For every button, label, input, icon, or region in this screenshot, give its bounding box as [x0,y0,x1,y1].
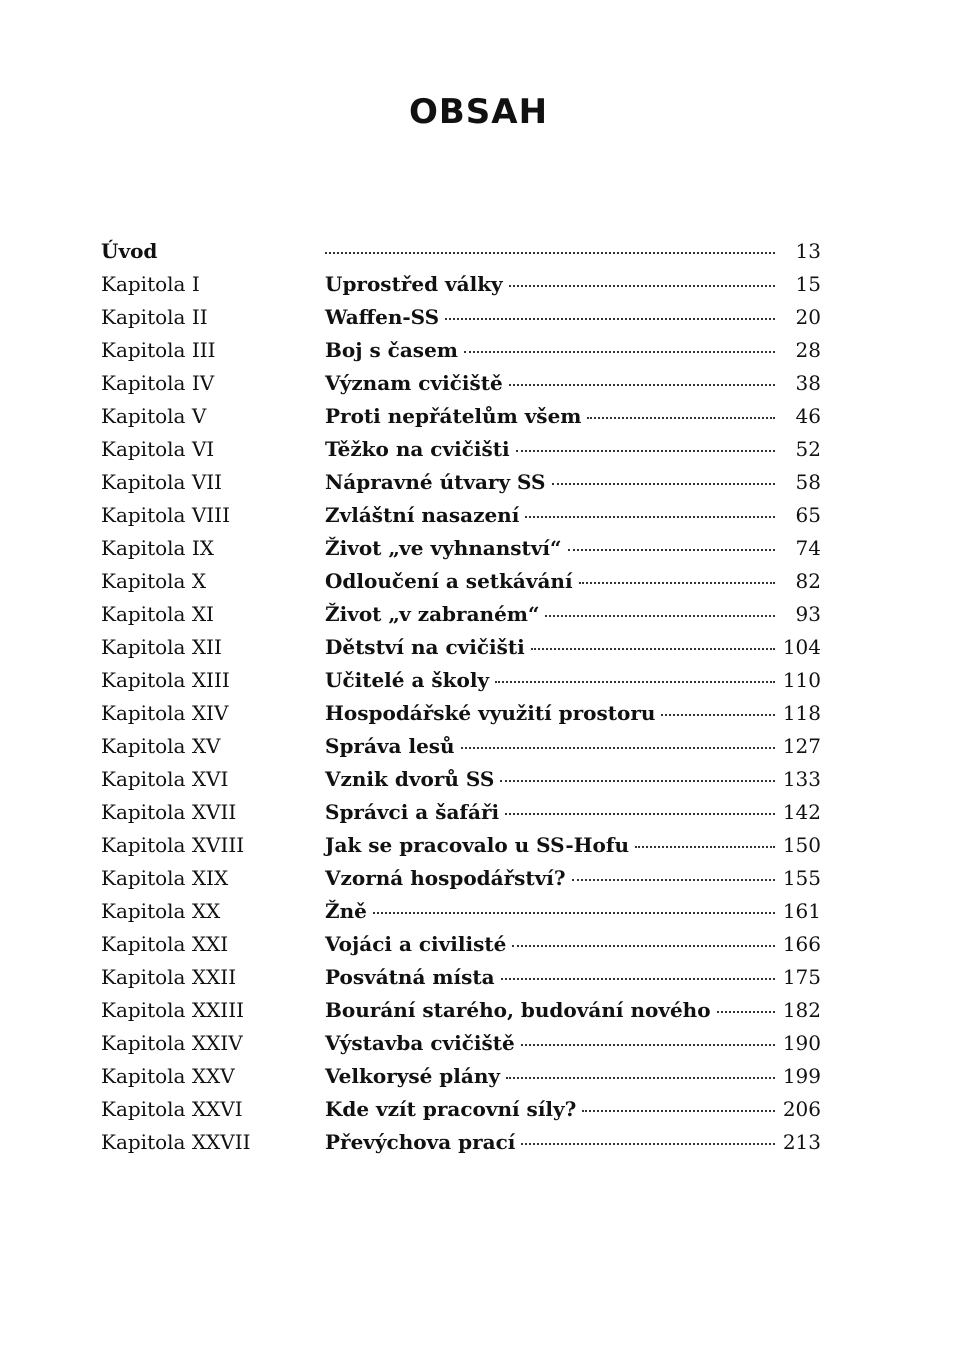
toc-entry-title-cell [325,730,775,763]
toc-entry-page-number: 133 [782,767,821,791]
toc-entry-title-cell [325,763,775,796]
page-title: OBSAH [408,92,549,132]
toc-entry-title: Správci a šafáři [325,800,500,824]
toc-entry-label: Kapitola XI [101,602,214,626]
dot-leader [505,812,775,815]
toc-entry-title-cell [325,532,775,565]
dot-leader [445,317,775,320]
toc-entry[interactable] [101,994,821,1027]
toc-entry-page-number: 206 [782,1097,821,1121]
toc-entry-page-number: 82 [795,569,821,593]
toc-entry-label: Kapitola XXVII [101,1130,251,1154]
toc-entry[interactable] [101,268,821,301]
toc-entry-label: Kapitola XVI [101,767,229,791]
toc-entry-title: Velkorysé plány [325,1064,501,1088]
toc-entry-label: Kapitola VII [101,470,223,494]
toc-entry-label: Kapitola XXIII [101,998,244,1022]
toc-entry-title: Jak se pracovalo u SS-Hofu [325,833,630,857]
toc-entry-title-cell [325,400,775,433]
dot-leader [521,1142,775,1145]
toc-entry-title: Výstavba cvičiště [325,1031,515,1055]
toc-entry-label: Kapitola XIV [101,701,229,725]
dot-leader [509,284,775,287]
toc-entry-title: Převýchova prací [325,1130,516,1154]
toc-entry-page-number: 182 [782,998,821,1022]
toc-entry-label: Kapitola IV [101,371,215,395]
toc-entry-label: Kapitola VI [101,437,215,461]
toc-entry[interactable] [101,565,821,598]
toc-entry-page-number: 20 [795,305,821,329]
toc-entry-title: Žně [325,899,367,923]
toc-entry[interactable] [101,631,821,664]
dot-leader [521,1043,775,1046]
toc-entry[interactable] [101,1027,821,1060]
toc-entry[interactable] [101,862,821,895]
dot-leader [500,779,775,782]
toc-entry-title: Správa lesů [325,734,455,758]
dot-leader [545,614,775,617]
dot-leader [512,944,775,947]
toc-entry[interactable] [101,235,821,268]
dot-leader [501,977,775,980]
toc-entry-title-cell [325,499,775,532]
toc-entry-title: Dětství na cvičišti [325,635,525,659]
toc-entry-title: Waffen-SS [325,305,440,329]
toc-entry[interactable] [101,400,821,433]
dot-leader [552,482,776,485]
toc-entry-label: Kapitola XIII [101,668,230,692]
toc-entry-title-cell [325,1126,775,1159]
dot-leader [506,1076,775,1079]
toc-entry-label: Kapitola X [101,569,207,593]
dot-leader [587,416,775,419]
toc-entry[interactable] [101,763,821,796]
toc-entry-label: Kapitola XV [101,734,221,758]
dot-leader [582,1109,775,1112]
toc-entry-page-number: 58 [795,470,821,494]
toc-entry[interactable] [101,730,821,763]
toc-entry-title: Hospodářské využití prostoru [325,701,656,725]
toc-entry-page-number: 104 [782,635,821,659]
toc-entry-title: Život „ve vyhnanství“ [325,536,562,560]
toc-entry-title-cell [325,961,775,994]
toc-entry-label: Úvod [101,239,158,263]
toc-entry[interactable] [101,928,821,961]
toc-entry-page-number: 142 [782,800,821,824]
toc-entry-title-cell [325,466,775,499]
toc-entry-page-number: 74 [795,536,821,560]
table-of-contents [101,235,821,1159]
toc-entry-title: Boj s časem [325,338,458,362]
dot-leader [464,350,775,353]
toc-entry[interactable] [101,466,821,499]
toc-entry-title: Význam cvičiště [325,371,503,395]
toc-entry-label: Kapitola XVIII [101,833,245,857]
toc-entry-title: Život „v zabraném“ [325,602,540,626]
toc-entry-page-number: 213 [782,1130,821,1154]
toc-entry-page-number: 38 [795,371,821,395]
toc-entry[interactable] [101,433,821,466]
toc-entry-title-cell [325,796,775,829]
dot-leader [579,581,775,584]
toc-entry-label: Kapitola III [101,338,216,362]
dot-leader [516,449,775,452]
toc-entry-title: Uprostřed války [325,272,503,296]
toc-entry[interactable] [101,367,821,400]
dot-leader [325,251,775,254]
toc-entry-title-cell [325,268,775,301]
toc-entry-page-number: 150 [782,833,821,857]
toc-entry-page-number: 118 [782,701,821,725]
toc-entry-title: Bourání starého, budování nového [325,998,711,1022]
toc-entry-title-cell [325,1093,775,1126]
toc-entry-page-number: 199 [782,1064,821,1088]
toc-entry-title: Vzorná hospodářství? [325,866,566,890]
toc-entry-title-cell [325,334,775,367]
toc-entry-title: Vznik dvorů SS [325,767,495,791]
toc-entry-title: Vojáci a civilisté [325,932,507,956]
dot-leader [461,746,775,749]
dot-leader [531,647,775,650]
dot-leader [568,548,775,551]
toc-entry-label: Kapitola XXVI [101,1097,243,1121]
dot-leader [373,911,775,914]
toc-entry[interactable] [101,499,821,532]
toc-entry-page-number: 46 [795,404,821,428]
toc-entry-title: Proti nepřátelům všem [325,404,582,428]
toc-entry-title-cell [325,565,775,598]
toc-entry-title-cell [325,598,775,631]
toc-entry-page-number: 28 [795,338,821,362]
toc-entry-title: Odloučení a setkávání [325,569,573,593]
toc-entry-page-number: 190 [782,1031,821,1055]
toc-entry[interactable] [101,1060,821,1093]
toc-entry-title-cell [325,367,775,400]
toc-entry-label: Kapitola VIII [101,503,230,527]
toc-entry-label: Kapitola XII [101,635,222,659]
toc-entry-title-cell [325,895,775,928]
toc-entry-page-number: 161 [782,899,821,923]
toc-entry-page-number: 110 [782,668,821,692]
toc-entry-title-cell [325,664,775,697]
toc-entry-page-number: 155 [782,866,821,890]
toc-entry-page-number: 52 [795,437,821,461]
toc-entry-label: Kapitola XX [101,899,221,923]
toc-entry-label: Kapitola XXI [101,932,229,956]
toc-entry[interactable] [101,598,821,631]
toc-entry-label: Kapitola XXV [101,1064,235,1088]
toc-entry[interactable] [101,796,821,829]
toc-entry-page-number: 15 [795,272,821,296]
toc-entry-title-cell [325,928,775,961]
toc-entry-title-cell [325,255,775,258]
toc-entry-title-cell [325,631,775,664]
toc-entry-title: Zvláštní nasazení [325,503,520,527]
toc-entry[interactable] [101,301,821,334]
toc-entry-title-cell [325,1060,775,1093]
toc-entry[interactable] [101,961,821,994]
toc-entry-title: Posvátná místa [325,965,495,989]
toc-entry[interactable] [101,895,821,928]
dot-leader [661,713,775,716]
toc-entry-label: Kapitola II [101,305,208,329]
toc-entry-title-cell [325,1027,775,1060]
toc-entry-page-number: 13 [795,239,821,263]
toc-entry[interactable] [101,1093,821,1126]
toc-entry-page-number: 127 [782,734,821,758]
toc-entry-title: Učitelé a školy [325,668,490,692]
toc-entry[interactable] [101,532,821,565]
toc-entry-label: Kapitola XXII [101,965,237,989]
toc-entry-label: Kapitola XVII [101,800,237,824]
toc-entry-title-cell [325,697,775,730]
toc-entry-page-number: 93 [795,602,821,626]
toc-entry-title-cell [325,862,775,895]
dot-leader [635,845,775,848]
toc-entry-label: Kapitola XIX [101,866,229,890]
toc-entry-title-cell [325,301,775,334]
toc-entry-label: Kapitola I [101,272,200,296]
toc-entry-title-cell [325,829,775,862]
toc-entry-title: Nápravné útvary SS [325,470,546,494]
dot-leader [525,515,775,518]
dot-leader [495,680,775,683]
toc-entry-label: Kapitola XXIV [101,1031,243,1055]
toc-entry[interactable] [101,829,821,862]
dot-leader [717,1010,775,1013]
toc-entry-page-number: 65 [795,503,821,527]
toc-entry-page-number: 166 [782,932,821,956]
toc-entry-title-cell [325,994,775,1027]
dot-leader [509,383,775,386]
toc-entry-label: Kapitola IX [101,536,214,560]
toc-entry[interactable] [101,664,821,697]
toc-entry-page-number: 175 [782,965,821,989]
toc-entry-title-cell [325,433,775,466]
dot-leader [572,878,775,881]
toc-entry[interactable] [101,334,821,367]
toc-entry[interactable] [101,1126,821,1159]
toc-entry-title: Kde vzít pracovní síly? [325,1097,577,1121]
toc-entry-title: Těžko na cvičišti [325,437,510,461]
toc-entry-label: Kapitola V [101,404,207,428]
toc-entry[interactable] [101,697,821,730]
